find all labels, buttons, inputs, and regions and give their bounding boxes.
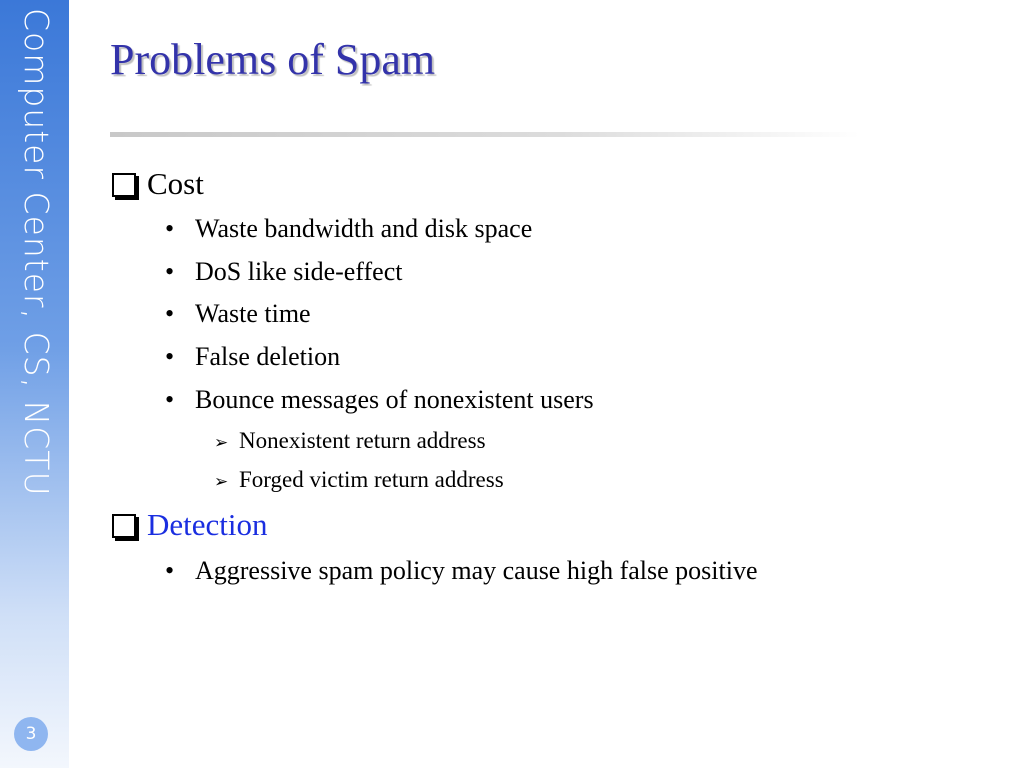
bullet-dot-icon: • — [165, 214, 175, 243]
list-item — [165, 342, 340, 372]
list-item-label: Waste bandwidth and disk space — [195, 214, 533, 243]
list-item-label: Waste time — [195, 299, 311, 328]
list-item — [165, 299, 311, 329]
list-item — [165, 385, 594, 415]
sidebar-org-label: Computer Center, CS, NCTU — [17, 8, 56, 497]
section-heading-cost — [112, 166, 204, 202]
list-item-label: Aggressive spam policy may cause high false positive — [195, 556, 758, 585]
list-item — [165, 257, 402, 287]
bullet-dot-icon: • — [165, 299, 175, 328]
section-heading-label: Detection — [147, 507, 268, 542]
bullet-dot-icon: • — [165, 257, 175, 286]
list-item-label: DoS like side-effect — [195, 257, 403, 286]
sub-list-item — [214, 428, 486, 454]
arrow-bullet-icon: ➢ — [214, 433, 229, 453]
sub-list-item-label: Forged victim return address — [239, 467, 504, 492]
checkbox-bullet-icon — [112, 514, 136, 538]
title-divider — [110, 132, 860, 137]
bullet-dot-icon: • — [165, 342, 175, 371]
bullet-dot-icon: • — [165, 385, 175, 414]
arrow-bullet-icon: ➢ — [214, 472, 229, 492]
sub-list-item-label: Nonexistent return address — [239, 428, 486, 453]
list-item — [165, 556, 757, 586]
list-item-label: Bounce messages of nonexistent users — [195, 385, 594, 414]
slide-title: Problems of Spam — [110, 35, 436, 84]
page-number-badge: 3 — [14, 717, 48, 751]
sidebar — [0, 0, 69, 768]
list-item-label: False deletion — [195, 342, 341, 371]
section-heading-label: Cost — [147, 166, 204, 201]
sub-list-item — [214, 467, 504, 493]
bullet-dot-icon: • — [165, 556, 175, 585]
section-heading-detection — [112, 507, 268, 543]
list-item — [165, 214, 532, 244]
checkbox-bullet-icon — [112, 173, 136, 197]
